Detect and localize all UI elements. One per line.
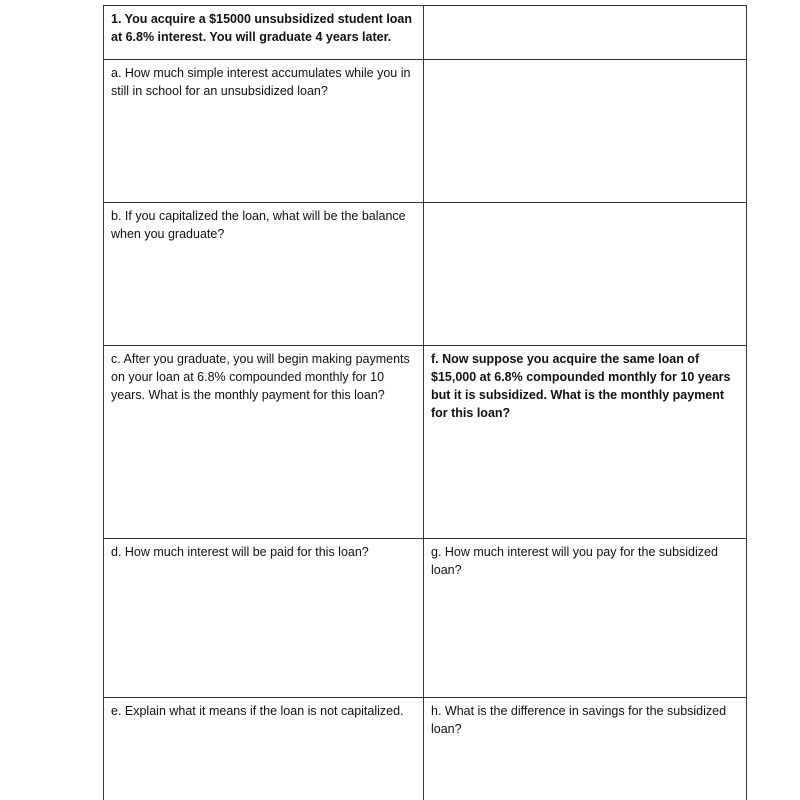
question-g: g. How much interest will you pay for the subsidized loan? <box>424 539 747 698</box>
answer-cell-header[interactable] <box>424 6 747 60</box>
answer-cell-a[interactable] <box>424 60 747 203</box>
question-a: a. How much simple interest accumulates while you in still in school for an unsubsidized loan? <box>104 60 424 203</box>
question-b: b. If you capitalized the loan, what will be the balance when you graduate? <box>104 203 424 346</box>
question-row-d-g <box>104 539 747 698</box>
question-row-c-f <box>104 346 747 539</box>
header-row <box>104 6 747 60</box>
question-row-b <box>104 203 747 346</box>
answer-cell-b[interactable] <box>424 203 747 346</box>
question-row-a <box>104 60 747 203</box>
question-d: d. How much interest will be paid for this loan? <box>104 539 424 698</box>
worksheet-table <box>103 5 747 800</box>
problem-header: 1. You acquire a $15000 unsubsidized student loan at 6.8% interest. You will graduate 4 years later. <box>104 6 424 60</box>
question-h: h. What is the difference in savings for the subsidized loan? <box>424 698 747 800</box>
question-e: e. Explain what it means if the loan is not capitalized. <box>104 698 424 800</box>
question-c: c. After you graduate, you will begin making payments on your loan at 6.8% compounded monthly for 10 years. What is the monthly payment for this loan? <box>104 346 424 539</box>
question-f: f. Now suppose you acquire the same loan of $15,000 at 6.8% compounded monthly for 10 years but it is subsidized. What is the monthly payment for this loan? <box>424 346 747 539</box>
question-row-e-h <box>104 698 747 800</box>
